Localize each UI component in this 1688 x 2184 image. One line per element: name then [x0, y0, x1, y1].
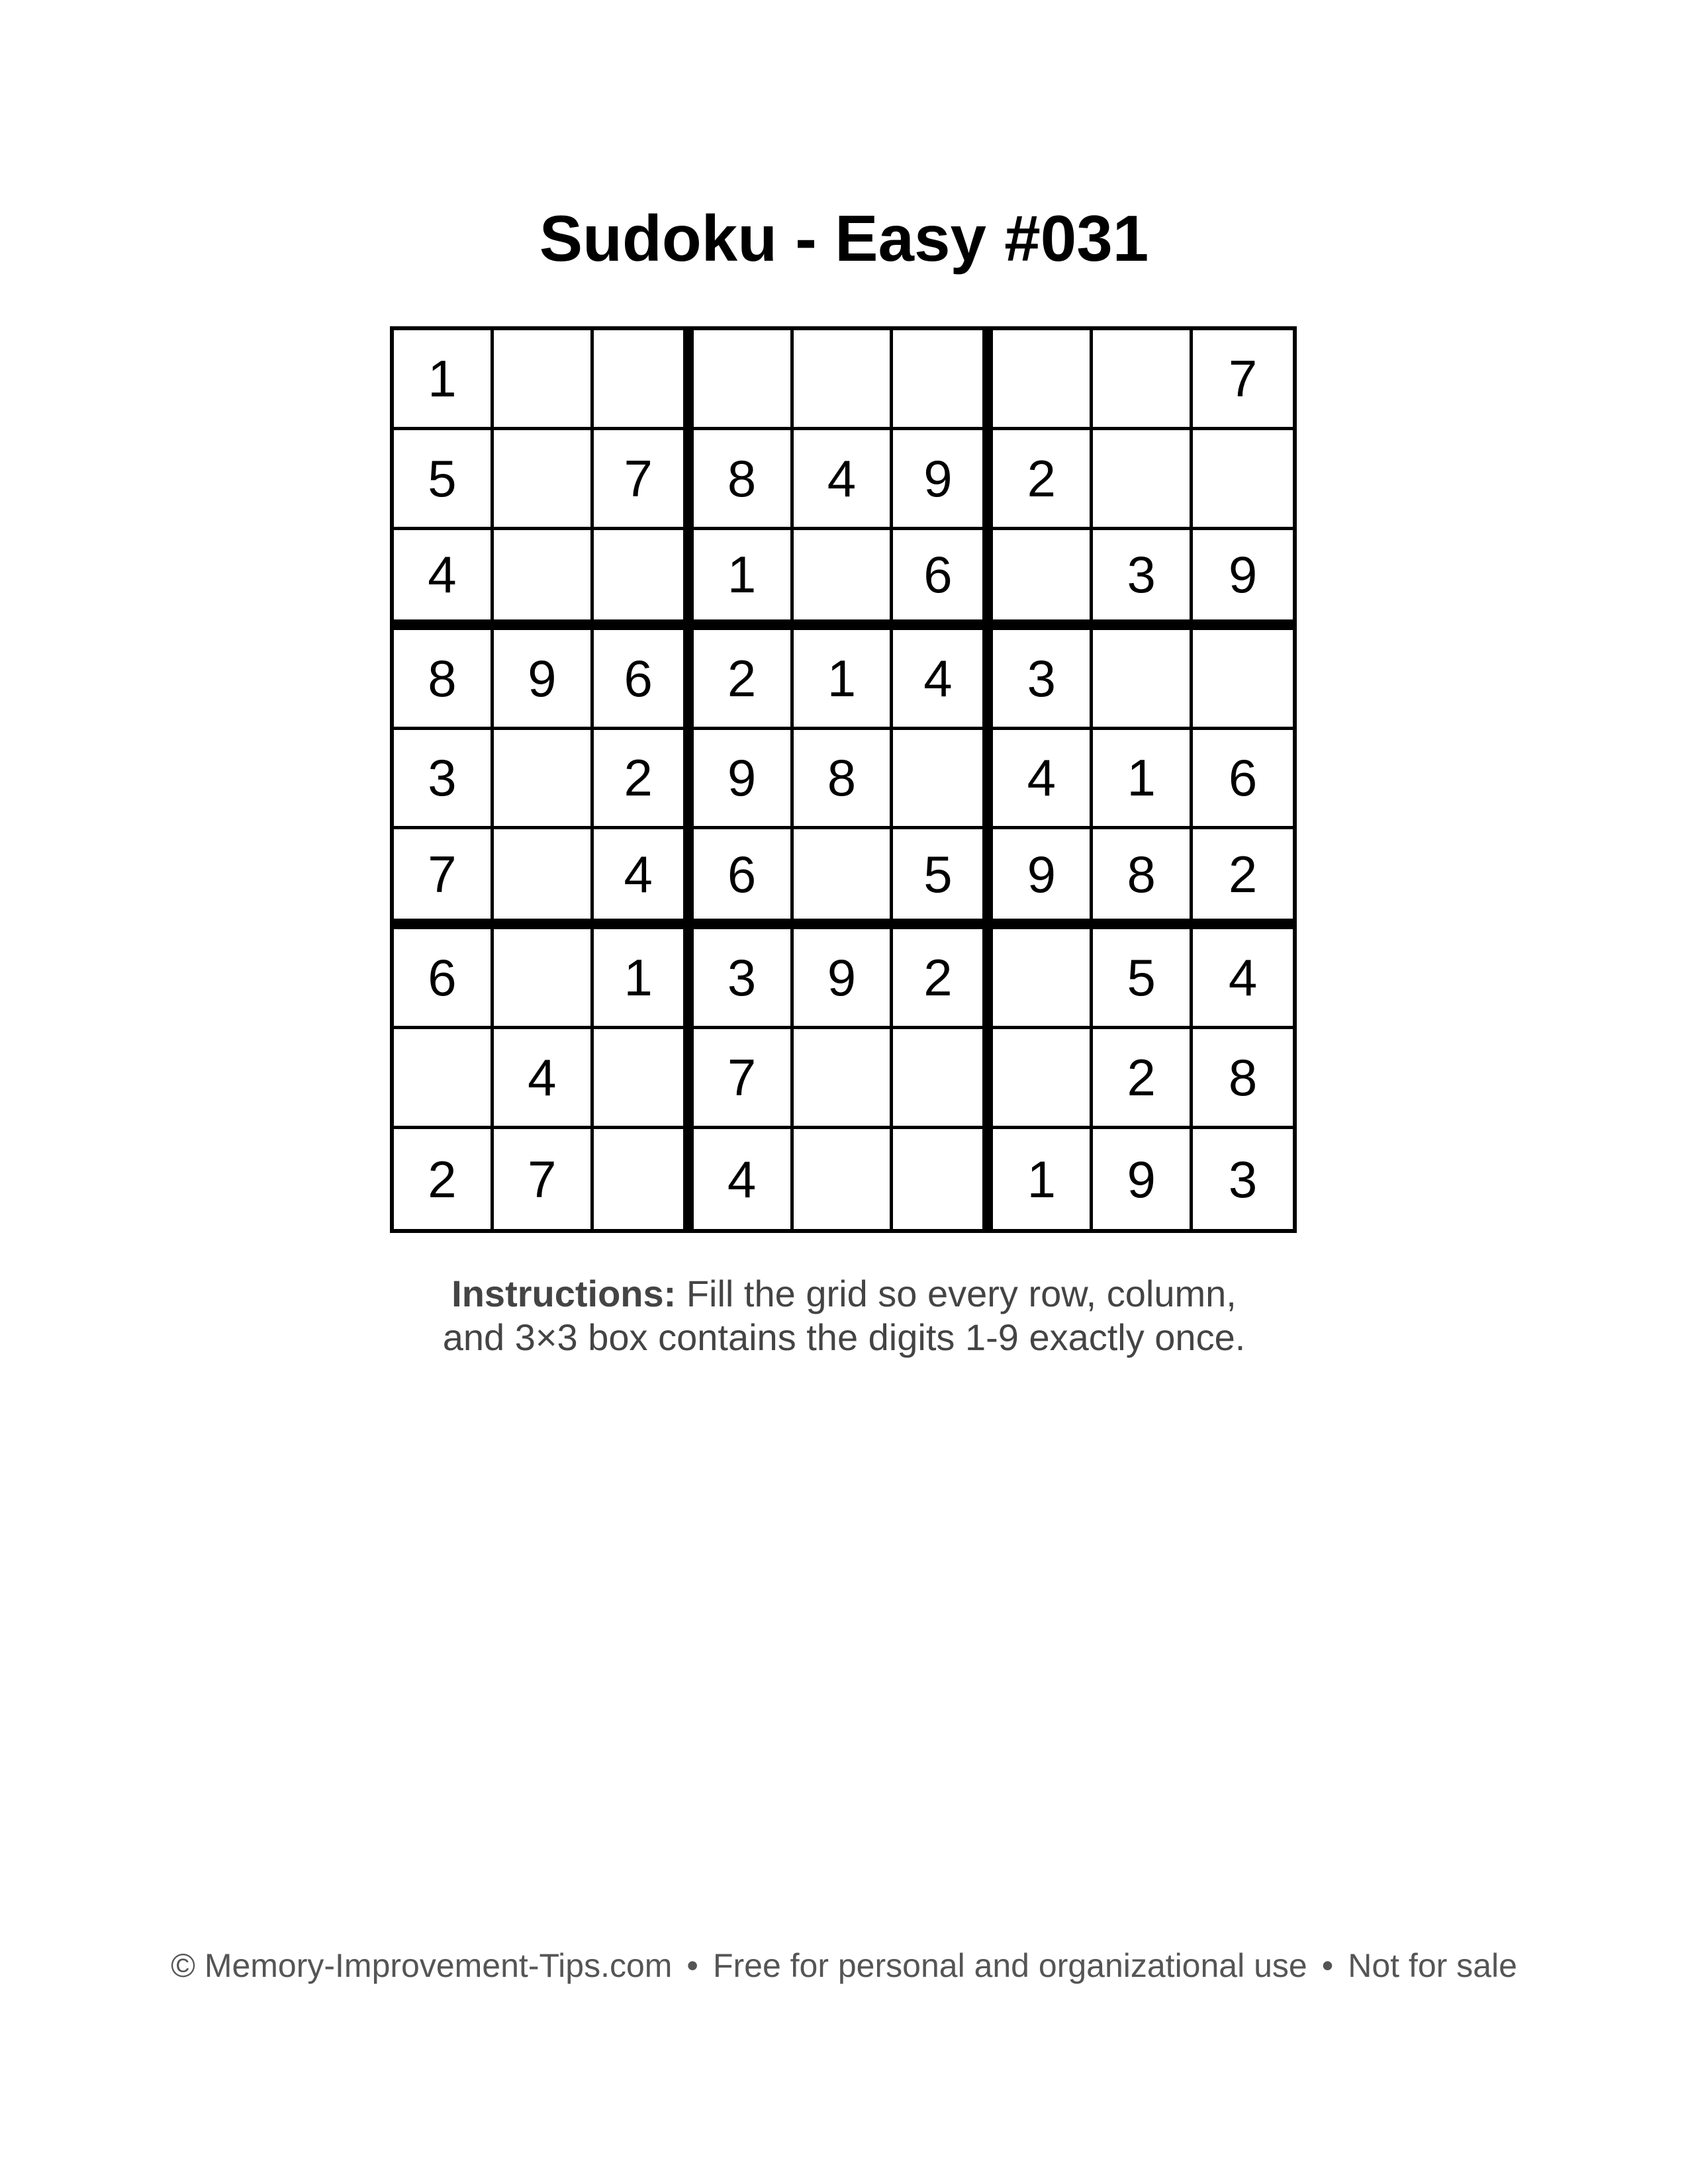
- given-cell: 1: [993, 1129, 1093, 1229]
- given-cell: 6: [1193, 730, 1293, 830]
- instructions-line-1: [0, 1272, 1688, 1316]
- given-cell: 1: [1093, 730, 1193, 830]
- given-cell: 4: [594, 829, 694, 929]
- empty-cell[interactable]: [494, 730, 594, 830]
- empty-cell[interactable]: [494, 829, 594, 929]
- given-cell: 9: [494, 630, 594, 730]
- instructions-label: Instructions:: [451, 1273, 677, 1314]
- sudoku-grid: [390, 326, 1297, 1233]
- given-cell: 9: [1193, 530, 1293, 630]
- empty-cell[interactable]: [1193, 430, 1293, 530]
- empty-cell[interactable]: [1193, 630, 1293, 730]
- empty-cell[interactable]: [893, 330, 993, 430]
- empty-cell[interactable]: [594, 530, 694, 630]
- given-cell: 3: [993, 630, 1093, 730]
- given-cell: 9: [893, 430, 993, 530]
- page-title: Sudoku - Easy #031: [539, 202, 1149, 275]
- given-cell: 4: [394, 530, 494, 630]
- empty-cell[interactable]: [794, 1029, 894, 1129]
- empty-cell[interactable]: [893, 1029, 993, 1129]
- given-cell: 7: [394, 829, 494, 929]
- empty-cell[interactable]: [1093, 430, 1193, 530]
- empty-cell[interactable]: [594, 330, 694, 430]
- given-cell: 8: [394, 630, 494, 730]
- empty-cell[interactable]: [1093, 630, 1193, 730]
- given-cell: 4: [893, 630, 993, 730]
- given-cell: 8: [694, 430, 794, 530]
- footer-separator: •: [1321, 1947, 1334, 1984]
- empty-cell[interactable]: [794, 829, 894, 929]
- empty-cell[interactable]: [394, 1029, 494, 1129]
- empty-cell[interactable]: [494, 430, 594, 530]
- given-cell: 5: [394, 430, 494, 530]
- empty-cell[interactable]: [1093, 330, 1193, 430]
- given-cell: 4: [993, 730, 1093, 830]
- given-cell: 2: [394, 1129, 494, 1229]
- given-cell: 7: [694, 1029, 794, 1129]
- given-cell: 9: [1093, 1129, 1193, 1229]
- empty-cell[interactable]: [993, 330, 1093, 430]
- empty-cell[interactable]: [794, 1129, 894, 1229]
- empty-cell[interactable]: [494, 929, 594, 1029]
- given-cell: 1: [394, 330, 494, 430]
- empty-cell[interactable]: [694, 330, 794, 430]
- given-cell: 3: [394, 730, 494, 830]
- given-cell: 4: [494, 1029, 594, 1129]
- instructions-text-1: Fill the grid so every row, column,: [686, 1273, 1237, 1314]
- given-cell: 6: [893, 530, 993, 630]
- empty-cell[interactable]: [794, 330, 894, 430]
- empty-cell[interactable]: [794, 530, 894, 630]
- given-cell: 2: [893, 929, 993, 1029]
- instructions: [0, 1272, 1688, 1359]
- empty-cell[interactable]: [993, 1029, 1093, 1129]
- given-cell: 3: [694, 929, 794, 1029]
- given-cell: 3: [1228, 1150, 1258, 1208]
- given-cell: 2: [1193, 829, 1293, 929]
- given-cell: 7: [1193, 330, 1293, 430]
- given-cell: 2: [1093, 1029, 1193, 1129]
- given-cell: 9: [794, 929, 894, 1029]
- given-cell: 8: [1193, 1029, 1293, 1129]
- given-cell: 3: [1093, 530, 1193, 630]
- given-cell: 2: [993, 430, 1093, 530]
- given-cell: 5: [893, 829, 993, 929]
- empty-cell[interactable]: [893, 1129, 993, 1229]
- empty-cell[interactable]: [993, 530, 1093, 630]
- given-cell: 4: [794, 430, 894, 530]
- given-cell: 9: [694, 730, 794, 830]
- given-cell: 2: [594, 730, 694, 830]
- given-cell: 5: [1093, 929, 1193, 1029]
- given-cell: 1: [694, 530, 794, 630]
- empty-cell[interactable]: [993, 929, 1093, 1029]
- given-cell: 1: [594, 929, 694, 1029]
- footer-copyright: © Memory-Improvement-Tips.com: [171, 1947, 673, 1984]
- footer-license: Free for personal and organizational use: [712, 1947, 1307, 1984]
- given-cell: 7: [494, 1129, 594, 1229]
- given-cell: 6: [594, 630, 694, 730]
- empty-cell[interactable]: [893, 730, 993, 830]
- given-cell: 4: [1193, 929, 1293, 1029]
- instructions-text-2: and 3×3 box contains the digits 1-9 exactly once.: [442, 1316, 1246, 1358]
- given-cell: 8: [794, 730, 894, 830]
- empty-cell[interactable]: [594, 1029, 694, 1129]
- given-cell: 8: [1093, 829, 1193, 929]
- given-cell: 7: [594, 430, 694, 530]
- given-cell: 9: [993, 829, 1093, 929]
- empty-cell[interactable]: [594, 1129, 694, 1229]
- given-cell: 1: [794, 630, 894, 730]
- footer: [0, 1946, 1688, 1985]
- empty-cell[interactable]: [494, 330, 594, 430]
- given-cell: 4: [694, 1129, 794, 1229]
- footer-separator: •: [686, 1947, 698, 1984]
- given-cell: 2: [694, 630, 794, 730]
- given-cell: 6: [394, 929, 494, 1029]
- given-cell: 6: [694, 829, 794, 929]
- footer-notice: Not for sale: [1348, 1947, 1517, 1984]
- empty-cell[interactable]: [494, 530, 594, 630]
